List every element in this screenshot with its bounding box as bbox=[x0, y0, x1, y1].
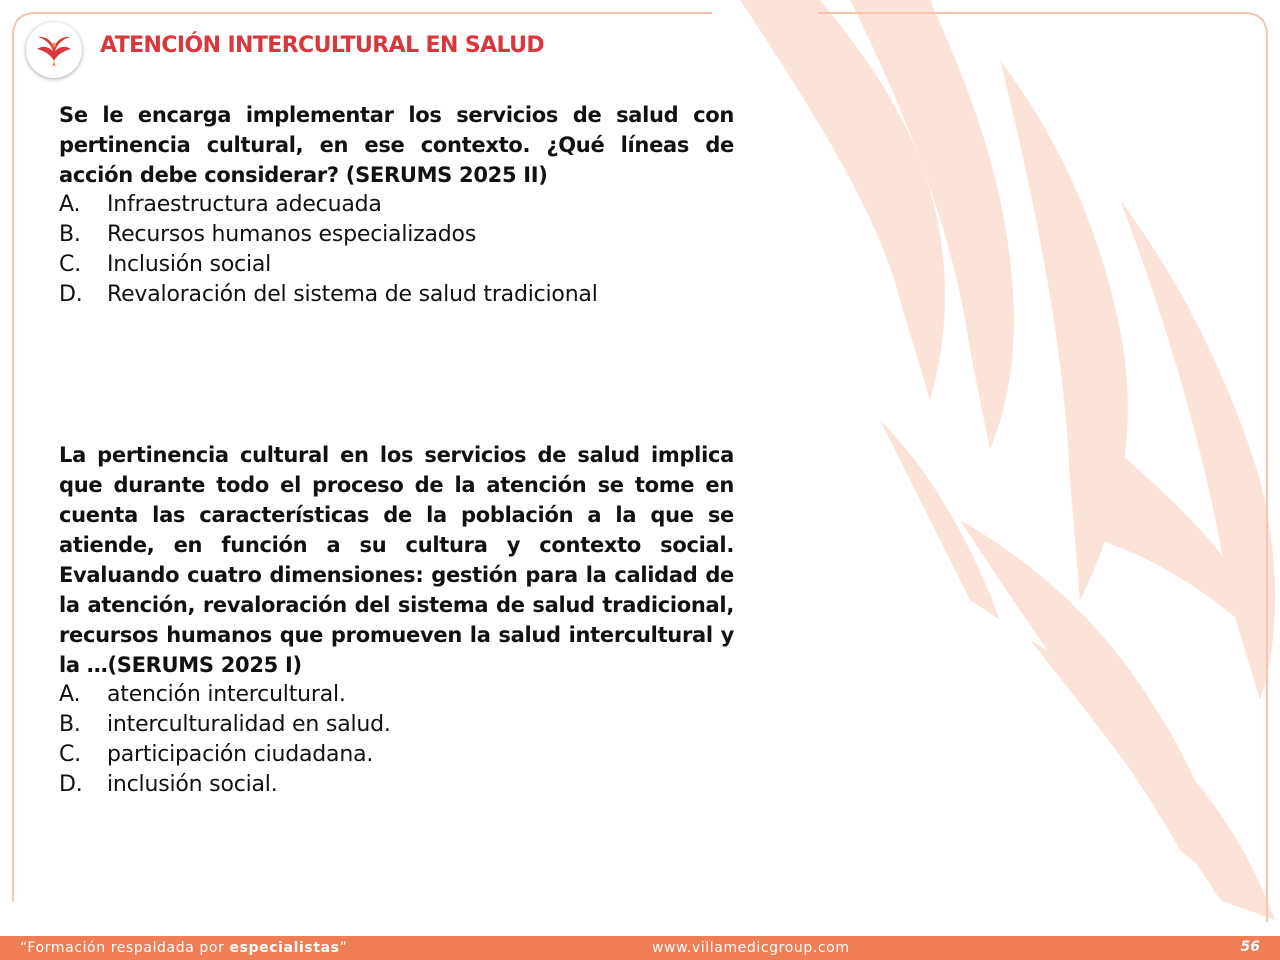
option-letter: A. bbox=[59, 192, 81, 217]
answer-option-b[interactable] bbox=[59, 710, 734, 740]
answer-option-c[interactable] bbox=[59, 740, 734, 770]
answer-options bbox=[59, 680, 734, 800]
answer-option-d[interactable] bbox=[59, 280, 734, 310]
answer-options bbox=[59, 190, 734, 310]
option-letter: C. bbox=[59, 742, 81, 767]
option-text: atención intercultural. bbox=[107, 682, 346, 707]
option-text: Revaloración del sistema de salud tradicional bbox=[107, 282, 598, 307]
option-text: Infraestructura adecuada bbox=[107, 192, 382, 217]
option-text: Recursos humanos especializados bbox=[107, 222, 477, 247]
option-letter: A. bbox=[59, 682, 81, 707]
answer-option-d[interactable] bbox=[59, 770, 734, 800]
question-stem: Se le encarga implementar los servicios de salud con pertinencia cultural, en ese contexto. ¿Qué líneas de acción debe considerar? (SERUMS 2025 II) bbox=[59, 103, 734, 187]
footer-slogan bbox=[20, 940, 347, 956]
option-text: participación ciudadana. bbox=[107, 742, 374, 767]
answer-option-a[interactable] bbox=[59, 190, 734, 220]
slogan-text: “Formación respaldada por bbox=[20, 940, 230, 956]
option-letter: D. bbox=[59, 772, 83, 797]
question-stem: La pertinencia cultural en los servicios de salud implica que durante todo el proceso de la atención se tome en cuenta las características de la población a la que se atiende, en función a su cultura y contexto social. Evaluando cuatro dimensiones: gestión para la calidad de la atención, revaloración del sistema de salud tradicional, recursos humanos que promueven la salud intercultural y la …(SERUMS 2025 I) bbox=[59, 443, 734, 677]
option-text: inclusión social. bbox=[107, 772, 278, 797]
website-link[interactable]: www.villamedicgroup.com bbox=[652, 940, 850, 956]
option-letter: B. bbox=[59, 712, 81, 737]
option-letter: B. bbox=[59, 222, 81, 247]
slogan-close-quote: ” bbox=[339, 940, 348, 956]
option-text: Inclusión social bbox=[107, 252, 272, 277]
phoenix-logo-icon bbox=[31, 27, 77, 73]
page-number: 56 bbox=[1240, 939, 1260, 955]
footer-bar bbox=[0, 936, 1280, 960]
option-letter: D. bbox=[59, 282, 83, 307]
page-title: ATENCIÓN INTERCULTURAL EN SALUD bbox=[100, 33, 545, 58]
answer-option-a[interactable] bbox=[59, 680, 734, 710]
option-text: interculturalidad en salud. bbox=[107, 712, 391, 737]
answer-option-b[interactable] bbox=[59, 220, 734, 250]
option-letter: C. bbox=[59, 252, 81, 277]
slogan-emphasis: especialistas bbox=[229, 940, 340, 956]
question-2 bbox=[59, 440, 734, 800]
brand-logo bbox=[26, 22, 82, 78]
question-1 bbox=[59, 100, 734, 310]
answer-option-c[interactable] bbox=[59, 250, 734, 280]
